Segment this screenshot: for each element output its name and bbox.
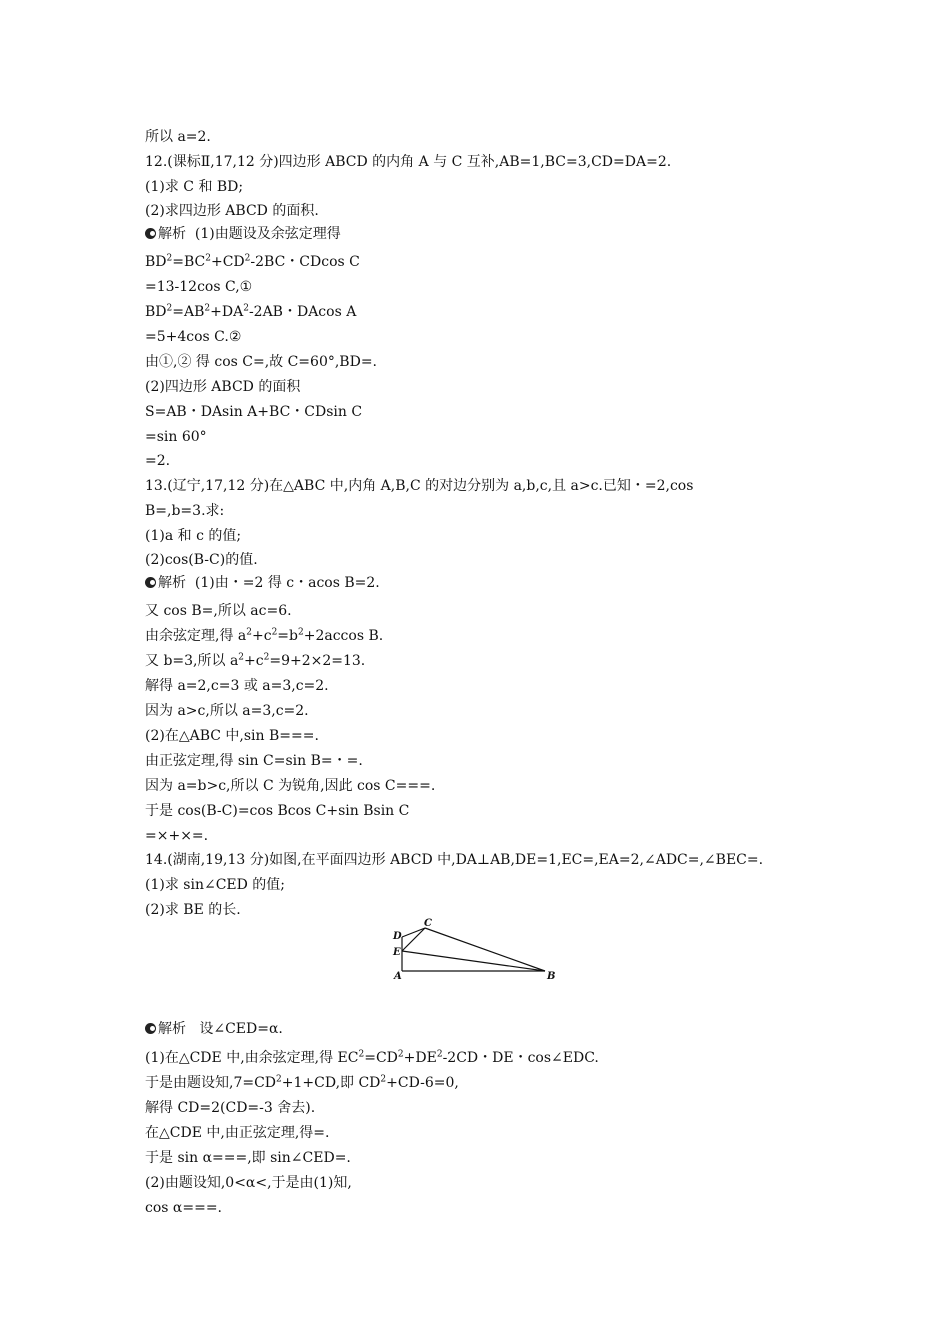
superscript: 2 [380,1074,387,1085]
superscript: 2 [243,303,249,314]
text-line [145,253,360,271]
text-run: -2CD・DE・cos∠EDC. [442,1050,599,1066]
text-line: 又 cos B=,所以 ac=6. [145,603,292,619]
solution-marker-icon [145,577,156,588]
text-run: +1+CD,即 CD [281,1075,381,1091]
solution-marker-icon [145,228,156,239]
text-line: (2)四边形 ABCD 的面积 [145,379,301,395]
superscript: 2 [246,627,252,638]
text-line: 由①,② 得 cos C=,故 C=60°,BD=. [145,354,377,370]
superscript: 2 [263,652,270,663]
superscript: 2 [205,253,211,264]
text-run: +DA [210,304,244,320]
text-line: 于是 cos(B-C)=cos Bcos C+sin Bsin C [145,803,410,819]
superscript: 2 [397,1049,404,1060]
problem-12-statement: 12.(课标Ⅱ,17,12 分)四边形 ABCD 的内角 A 与 C 互补,AB=1,BC=3,CD=DA=2. [145,154,672,170]
text-run: +c [244,653,264,669]
text-line: 因为 a=b>c,所以 C 为锐角,因此 cos C===. [145,778,436,794]
solution-heading-text: 解析 设∠CED=α. [158,1021,283,1037]
text-line: =2. [145,453,171,469]
text-run: +c [251,628,272,644]
text-line: 在△CDE 中,由正弦定理,得=. [145,1125,330,1141]
text-run: =BC [172,254,206,270]
text-line: (2)求四边形 ABCD 的面积. [145,203,319,219]
superscript: 2 [166,303,173,314]
text-line: (2)cos(B-C)的值. [145,552,258,568]
text-line: (1)求 C 和 BD; [145,179,244,195]
text-line: =sin 60° [145,429,207,445]
label-c: C [424,918,432,929]
text-line: (1)a 和 c 的值; [145,528,242,544]
text-line: 因为 a>c,所以 a=3,c=2. [145,703,309,719]
problem-14-statement: 14.(湖南,19,13 分)如图,在平面四边形 ABCD 中,DA⊥AB,DE=1,EC=,EA=2,∠ADC=,∠BEC=. [145,852,764,868]
text-run: +DE [403,1050,437,1066]
solution-heading [145,1020,283,1038]
text-line: 解得 CD=2(CD=-3 舍去). [145,1100,316,1116]
superscript: 2 [358,1049,365,1060]
superscript: 2 [238,652,245,663]
quadrilateral-figure [390,915,570,985]
text-line: 解得 a=2,c=3 或 a=3,c=2. [145,678,329,694]
solution-heading-text: 解析 (1)由・=2 得 c・acos B=2. [158,575,380,591]
text-line: B=,b=3.求: [145,503,225,519]
superscript: 2 [244,253,251,264]
label-b: B [547,971,556,982]
solution-heading [145,225,341,243]
text-line [145,303,356,321]
text-run: =CD [364,1050,398,1066]
text-line: =×+×=. [145,828,209,844]
text-line: =5+4cos C.② [145,329,242,345]
text-line: (2)由题设知,0<α<,于是由(1)知, [145,1175,352,1191]
solution-heading-text: 解析 (1)由题设及余弦定理得 [158,226,341,242]
text-run: (1)在△CDE 中,由余弦定理,得 EC [145,1050,359,1066]
text-line [145,652,365,670]
segment-dc [402,928,425,937]
text-line [145,1049,599,1067]
label-d: D [393,931,402,942]
text-line [145,627,383,645]
solution-marker-icon [145,1023,156,1034]
superscript: 2 [166,253,173,264]
text-line: =13-12cos C,① [145,279,253,295]
text-run: 由余弦定理,得 a [145,628,247,644]
text-run: -2BC・CDcos C [250,254,360,270]
text-run: +CD [210,254,245,270]
superscript: 2 [276,1074,282,1085]
segment-cb [425,928,545,971]
text-line: S=AB・DAsin A+BC・CDsin C [145,404,363,420]
text-line: cos α===. [145,1200,222,1216]
text-line: 由正弦定理,得 sin C=sin B=・=. [145,753,363,769]
label-e: E [393,947,401,958]
superscript: 2 [271,627,278,638]
text-run: =b [277,628,298,644]
text-line: (2)求 BE 的长. [145,902,241,918]
text-line [145,1074,459,1092]
label-a: A [394,971,402,982]
text-line: (2)在△ABC 中,sin B===. [145,728,319,744]
text-run: BD [145,254,167,270]
text-run: 又 b=3,所以 a [145,653,239,669]
superscript: 2 [298,627,304,638]
text-line: (1)求 sin∠CED 的值; [145,877,286,893]
solution-heading [145,574,380,592]
text-run: 于是由题设知,7=CD [145,1075,277,1091]
text-line: 于是 sin α===,即 sin∠CED=. [145,1150,351,1166]
text-run: -2AB・DAcos A [248,304,357,320]
superscript: 2 [436,1049,443,1060]
problem-13-statement: 13.(辽宁,17,12 分)在△ABC 中,内角 A,B,C 的对边分别为 a,b,c,且 a>c.已知・=2,cos [145,478,694,494]
text-line: 所以 a=2. [145,129,211,145]
text-run: =AB [172,304,205,320]
text-run: +CD-6=0, [386,1075,459,1091]
text-run: =9+2×2=13. [269,653,366,669]
segment-eb [402,951,545,971]
segment-ec [402,928,425,951]
superscript: 2 [204,303,211,314]
text-run: +2accos B. [303,628,384,644]
text-run: BD [145,304,167,320]
